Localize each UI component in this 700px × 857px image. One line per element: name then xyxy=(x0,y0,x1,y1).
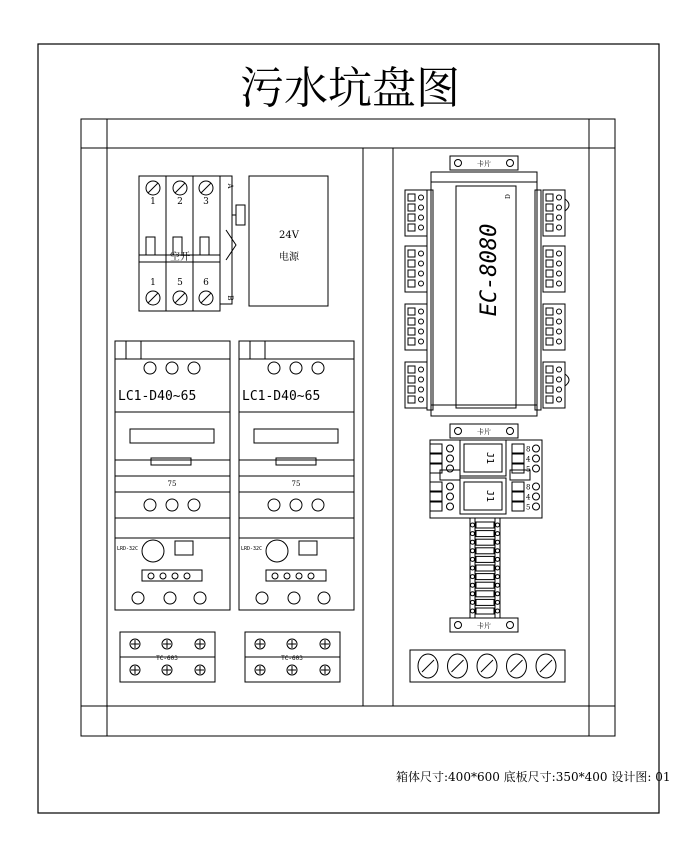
breaker-terminal-top-1: 1 xyxy=(150,197,156,207)
io-connector-left-4 xyxy=(405,362,427,408)
power-supply-voltage: 24V xyxy=(279,230,299,241)
relay-j1-top-label: J1 xyxy=(484,451,495,465)
panel-divider xyxy=(363,148,393,706)
thermal-relay-1-label: LRD-32C xyxy=(117,546,139,552)
relay-pin-number: 4 xyxy=(526,493,531,502)
relay-j1-bottom-label: J1 xyxy=(484,489,495,503)
relay-pin-number: 4 xyxy=(526,455,531,464)
contactor-2 xyxy=(239,341,354,538)
relay-pin-right-2-1 xyxy=(512,482,540,492)
relay-pin-left-1-3 xyxy=(430,464,454,473)
io-connector-left-3 xyxy=(405,304,427,350)
relay-pin-left-2-1 xyxy=(430,482,454,491)
breaker-side-b: B xyxy=(226,295,234,301)
bottom-terminal-screw-4 xyxy=(507,654,527,678)
relay-j1-top xyxy=(460,440,506,476)
relay-pin-number: 8 xyxy=(526,445,531,454)
relay-pin-number: 8 xyxy=(526,483,531,492)
relay-pin-right-2-3 xyxy=(512,502,540,512)
io-connector-right-2 xyxy=(543,246,565,292)
io-connector-left-2 xyxy=(405,246,427,292)
contactor-1-number: 75 xyxy=(167,480,177,488)
breaker-terminal-top-3: 3 xyxy=(203,197,209,207)
io-connector-right-3 xyxy=(543,304,565,350)
relay-pin-left-2-3 xyxy=(430,502,454,511)
controller-latch-2 xyxy=(565,374,569,386)
relay-pin-left-2-2 xyxy=(430,492,454,501)
power-supply-label: 电源 xyxy=(279,252,299,263)
relay-pin-right-1-2 xyxy=(512,454,540,464)
breaker-side-a: A xyxy=(226,183,234,189)
rail-clip-bottom-label: 卡片 xyxy=(477,622,491,630)
bottom-terminal-screw-1 xyxy=(418,654,438,678)
io-connector-right-1 xyxy=(543,190,565,236)
contactor-2-number: 75 xyxy=(291,480,301,488)
breaker-terminal-top-2: 2 xyxy=(177,197,183,207)
rail-clip-middle-label: 卡片 xyxy=(477,428,491,436)
relay-pin-number: 5 xyxy=(526,503,531,512)
bottom-terminal-screws xyxy=(418,654,556,678)
power-supply xyxy=(249,176,328,306)
io-connector-left-1 xyxy=(405,190,427,236)
bottom-terminal-screw-3 xyxy=(477,654,497,678)
thermal-relay-2-label: LRD-32C xyxy=(241,546,263,552)
bottom-terminal-screw-5 xyxy=(536,654,556,678)
relay-pin-right-1-3 xyxy=(512,464,540,474)
drawing-title: 污水坑盘图 xyxy=(240,63,460,114)
controller-latch-1 xyxy=(565,199,569,211)
breaker-terminal-bottom-1: 1 xyxy=(150,278,156,288)
bottom-terminal-screw-2 xyxy=(448,654,468,678)
controller-model: EC-8080 xyxy=(477,223,502,317)
breaker-label: 空开 xyxy=(170,252,190,263)
breaker-terminal-bottom-2: 5 xyxy=(177,278,183,288)
io-connector-right-4 xyxy=(543,362,565,408)
contactor-1 xyxy=(115,341,230,538)
terminal-block-2-label: TC-603 xyxy=(281,655,303,662)
terminal-block-1-label: TC-603 xyxy=(156,655,178,662)
breaker-terminal-bottom-3: 6 xyxy=(203,278,209,288)
footer-dimensions: 箱体尺寸:400*600 底板尺寸:350*400 设计图: 01 xyxy=(396,770,671,784)
relay-pin-number: 5 xyxy=(526,465,531,474)
relay-pin-right-1-1 xyxy=(512,444,540,454)
contactor-1-model: LC1-D40~65 xyxy=(118,389,197,404)
relay-pin-left-1-2 xyxy=(430,454,454,463)
controller-mark: D xyxy=(505,194,512,199)
contactor-2-model: LC1-D40~65 xyxy=(242,389,321,404)
relay-pin-right-2-2 xyxy=(512,492,540,502)
relay-pin-left-1-1 xyxy=(430,444,454,453)
relay-j1-bottom xyxy=(460,478,506,514)
rail-clip-top-label: 卡片 xyxy=(477,160,491,168)
